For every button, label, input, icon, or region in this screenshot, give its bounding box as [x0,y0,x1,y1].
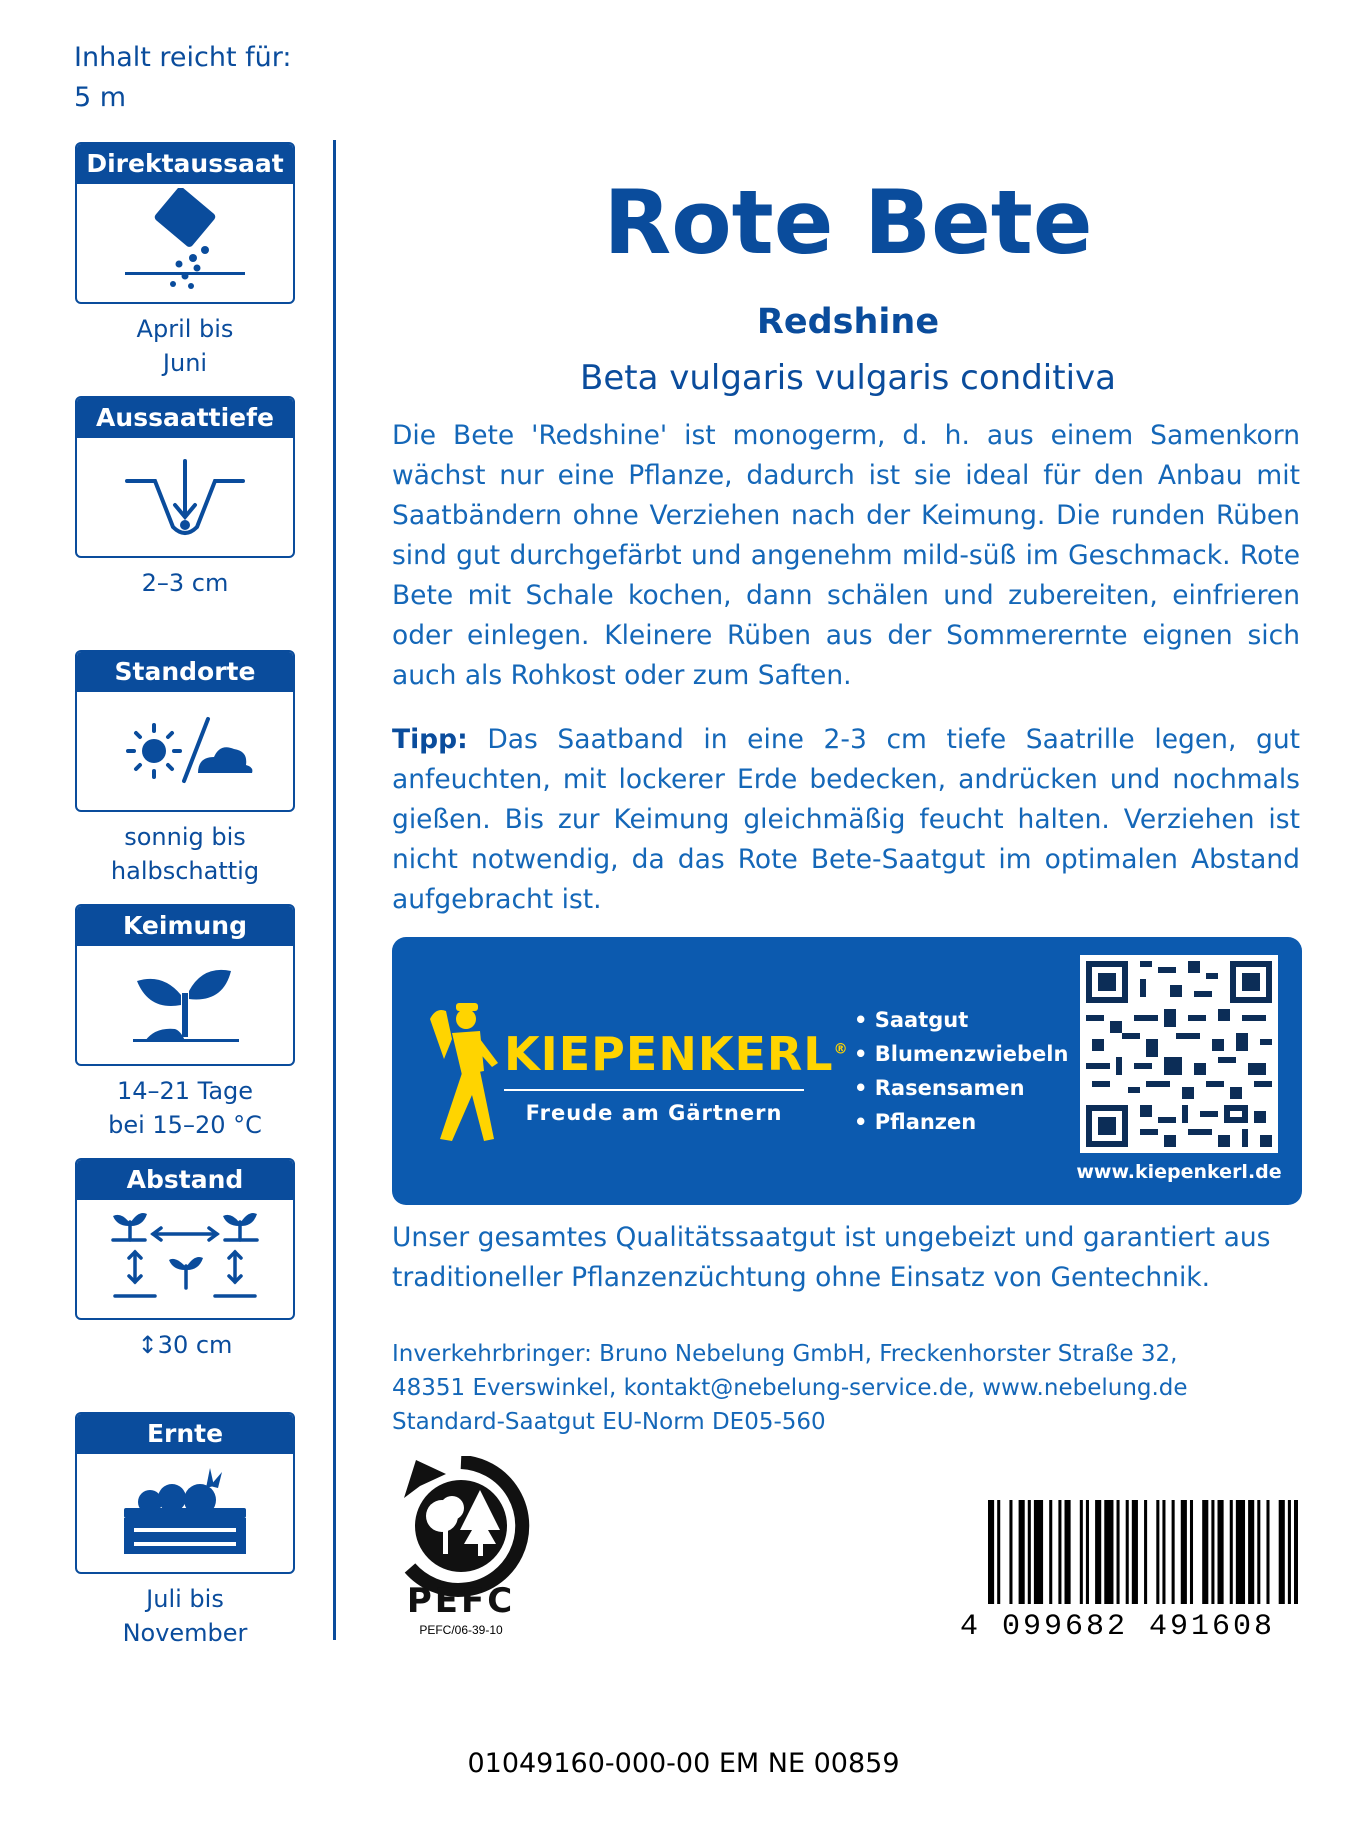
location-title: Standorte [77,652,293,692]
latin-name: Beta vulgaris vulgaris conditiva [580,358,1116,398]
germination-title: Keimung [77,906,293,946]
barcode-bar [1117,1500,1120,1604]
barcode-bar [1019,1500,1025,1604]
barcode-bar [1144,1500,1147,1604]
spacing-title: Abstand [77,1160,293,1200]
product-description: Die Bete 'Redshine' ist monogerm, d. h. aus einem Samenkorn wächst nur eine Pflanze, dadurch ist sie ideal für den Anbau mit Saatbändern ohne Verziehen nach der Keimung. Die runden Rüben sind gut durchgefärbt und angenehm mild-süß im Geschmack. Rote Bete mit Schale kochen, dann schälen und zubereiten, einfrieren oder einlegen. Kleinere Rüben aus der Sommerernte eignen sich auch als Rohkost oder zum Saften. [392,420,1300,691]
barcode-bar [997,1500,1000,1604]
barcode-bar [1218,1500,1224,1604]
vertical-arrow-icon: ↕ [137,1331,158,1359]
qr-code-icon [1080,955,1278,1153]
germination-caption-line1: 14–21 Tage [116,1077,254,1105]
spacing-caption-line1: 30 cm [157,1331,233,1359]
germination-caption [75,1074,295,1142]
pefc-label: PEFC [406,1581,516,1620]
barcode-bar [1028,1500,1031,1604]
barcode-bar [1095,1500,1101,1604]
depth-caption-line1: 2–3 cm [141,569,229,597]
barcode-icon [988,1500,1298,1610]
category-item: • Pflanzen [854,1105,1068,1139]
barcode-bar [1086,1500,1089,1604]
quality-note: Unser gesamtes Qualitätssaatgut ist ungebeizt und garantiert aus traditioneller Pflanzenzüchtung ohne Einsatz von Gentechnik. [392,1222,1271,1293]
barcode-bar [1236,1500,1245,1604]
location-box [75,650,295,812]
sowing-icon [77,184,293,301]
pefc-logo-icon [390,1456,532,1620]
location-caption-line1: sonnig bis [124,823,246,851]
brand-slogan: Freude am Gärtnern [525,1101,783,1125]
barcode-bar [1248,1500,1254,1604]
harvest-crate-icon [77,1454,293,1571]
harvest-box [75,1412,295,1574]
barcode-bar [1190,1500,1193,1604]
tip-text: Das Saatband in eine 2-3 cm tiefe Saatrille legen, gut anfeuchten, mit lockerer Erde bedecken, andrücken und nochmals gießen. Bis zur Keimung gleichmäßig feucht halten. Verziehen ist nicht notwendig, da das Rote Bete-Saatgut im optimalen Abstand aufgebracht ist. [392,724,1300,915]
distributor-line: Standard-Saatgut EU-Norm DE05-560 [392,1409,826,1435]
barcode-bar [1181,1500,1187,1604]
barcode-bar [1288,1500,1291,1604]
barcode-number: 4 099682 491608 [960,1610,1276,1644]
barcode-bar [1162,1500,1165,1604]
product-categories [854,1003,1068,1139]
distributor-line: Inverkehrbringer: Bruno Nebelung GmbH, Freckenhorster Straße 32, [392,1341,1178,1367]
sun-cloud-icon [77,692,293,809]
barcode-bar [1080,1500,1083,1604]
barcode-bar [1009,1500,1012,1604]
barcode-bar [1279,1500,1285,1604]
barcode-bar [1034,1500,1043,1604]
barcode-bar [1211,1500,1214,1604]
tip-paragraph [392,720,1300,920]
barcode-bar [1294,1500,1298,1604]
qr-code[interactable] [1080,955,1278,1153]
category-item: • Saatgut [854,1003,1068,1037]
barcode-bar [1126,1500,1129,1604]
spacing-icon [77,1200,293,1317]
distributor-line: 48351 Everswinkel, kontakt@nebelung-service.de, www.nebelung.de [392,1375,1188,1401]
harvest-title: Ernte [77,1414,293,1454]
harvest-caption-line2: November [122,1619,248,1647]
hiker-logo-icon [422,999,502,1149]
brand-name [504,1027,849,1081]
barcode-bar [1257,1500,1260,1604]
depth-caption [75,566,295,600]
column-divider [333,140,336,1640]
registered-mark: ® [833,1041,849,1058]
depth-box [75,396,295,558]
location-caption-line2: halbschattig [110,857,260,885]
barcode-bar [1172,1500,1175,1604]
product-title: Rote Bete [603,171,1093,274]
barcode-bar [1058,1500,1061,1604]
website-url[interactable]: www.kiepenkerl.de [1076,1161,1282,1183]
tip-label: Tipp: [392,724,468,755]
content-amount [74,38,292,118]
harvest-caption [75,1582,295,1650]
sowing-box [75,142,295,304]
spacing-box [75,1158,295,1320]
barcode-bar [1132,1500,1138,1604]
sowing-caption-line2: Juni [162,349,208,377]
category-item: • Blumenzwiebeln [854,1037,1068,1071]
barcode-bar [988,1500,994,1604]
harvest-caption-line1: Juli bis [146,1585,224,1613]
brand-text: KIEPENKERL [504,1027,834,1081]
brand-underline [504,1089,804,1091]
sowing-caption [75,312,295,380]
seedling-icon [77,946,293,1063]
germination-box [75,904,295,1066]
barcode-bar [1049,1500,1052,1604]
spacing-caption [75,1328,295,1362]
location-caption [75,820,295,888]
barcode-bar [1230,1500,1233,1604]
germination-caption-line2: bei 15–20 °C [108,1111,262,1139]
depth-icon [77,438,293,555]
article-code: 01049160-000-00 EM NE 00859 [467,1748,900,1779]
pefc-code: PEFC/06-39-10 [419,1623,503,1637]
depth-title: Aussaattiefe [77,398,293,438]
category-item: • Rasensamen [854,1071,1068,1105]
distributor-info [392,1337,1302,1439]
sowing-title: Direktaussaat [77,144,293,184]
variety-name: Redshine [756,302,940,342]
content-value: 5 m [74,82,127,113]
brand-banner [392,937,1302,1205]
barcode-bar [1104,1500,1113,1604]
sowing-caption-line1: April bis [136,315,234,343]
barcode-bar [1202,1500,1208,1604]
content-label: Inhalt reicht für: [74,42,292,73]
barcode-bar [1156,1500,1159,1604]
barcode-bar [1065,1500,1071,1604]
barcode-bar [1266,1500,1269,1604]
